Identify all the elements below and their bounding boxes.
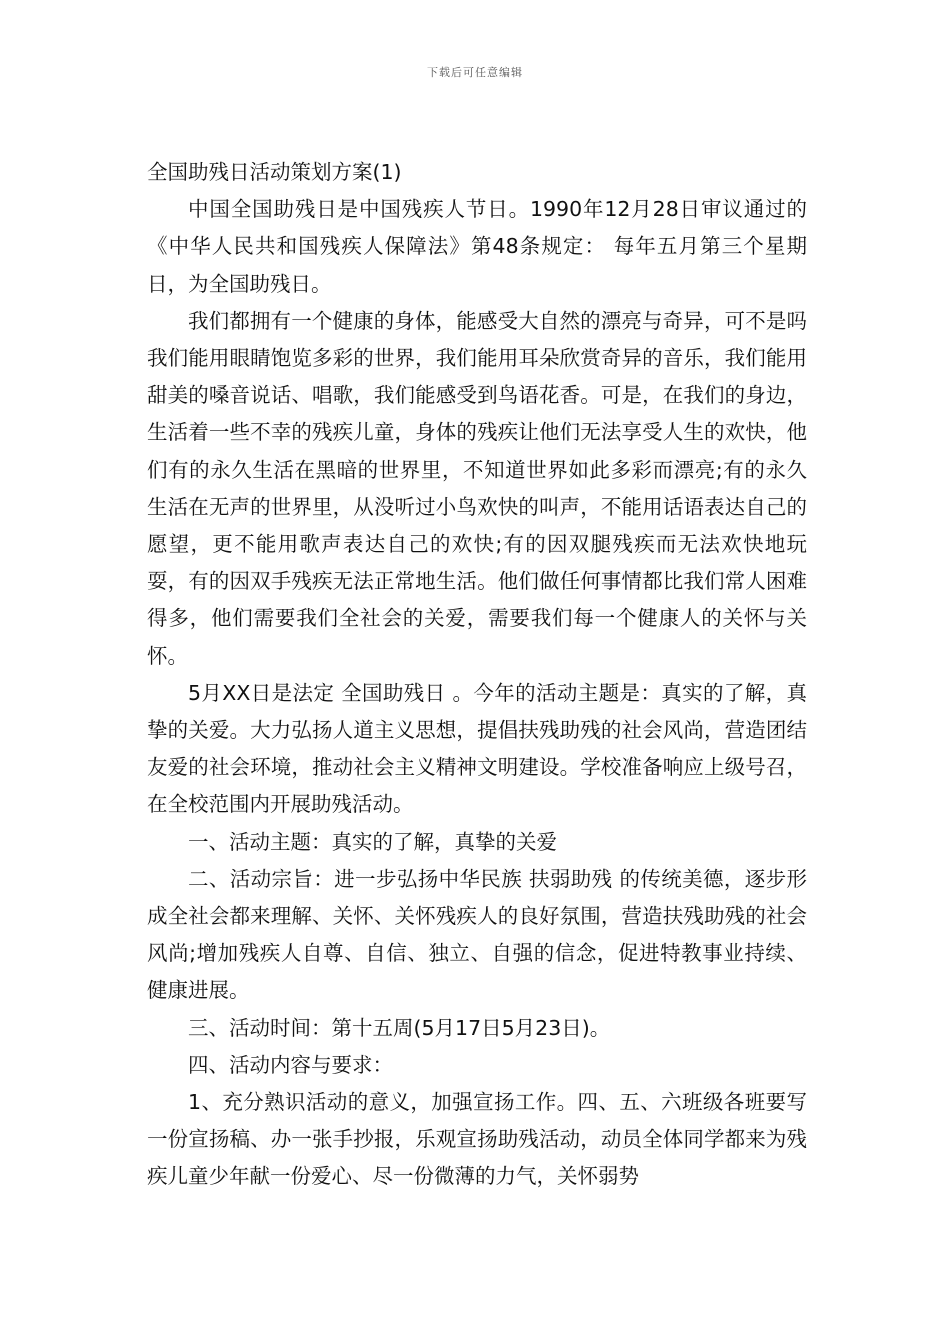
document-body — [147, 154, 807, 1196]
paragraph-intro: 中国全国助残日是中国残疾人节日。1990年12月28日审议通过的《中华人民共和国残疾人保障法》第48条规定： 每年五月第三个星期日，为全国助残日。 — [147, 197, 807, 296]
paragraph-background: 我们都拥有一个健康的身体，能感受大自然的漂亮与奇异，可不是吗我们能用眼睛饱览多彩的世界，我们能用耳朵欣赏奇异的音乐，我们能用甜美的嗓音说话、唱歌，我们能感受到鸟语花香。可是，在我们的身边，生活着一些不幸的残疾儿童，身体的残疾让他们无法享受人生的欢快，他们有的永久生活在黑暗的世界里，不知道世界如此多彩而漂亮;有的永久生活在无声的世界里，从没听过小鸟欢快的叫声，不能用话语表达自己的愿望，更不能用歌声表达自己的欢快;有的因双腿残疾而无法欢快地玩耍，有的因双手残疾无法正常地生活。他们做任何事情都比我们常人困难得多，他们需要我们全社会的关爱，需要我们每一个健康人的关怀与关怀。 — [147, 308, 807, 668]
list-item-1: 1、充分熟识活动的意义，加强宣扬工作。四、五、六班级各班要写一份宣扬稿、办一张手抄报，乐观宣扬助残活动，动员全体同学都来为残疾儿童少年献一份爱心、尽一份微薄的力气，关怀弱势 — [147, 1090, 807, 1189]
document-title: 全国助残日活动策划方案(1) — [147, 160, 402, 184]
paragraph-theme-intro: 5月XX日是法定 全国助残日 。今年的活动主题是：真实的了解，真挚的关爱。大力弘扬人道主义思想，提倡扶残助残的社会风尚，营造团结友爱的社会环境，推动社会主义精神文明建设。学校准备响应上级号召，在全校范围内开展助残活动。 — [147, 680, 807, 817]
section-activity-time: 三、活动时间：第十五周(5月17日5月23日)。 — [188, 1015, 611, 1040]
section-activity-theme: 一、活动主题：真实的了解，真挚的关爱 — [188, 829, 557, 854]
section-activity-content: 四、活动内容与要求： — [188, 1052, 393, 1077]
section-activity-purpose: 二、活动宗旨：进一步弘扬中华民族 扶弱助残 的传统美德，逐步形成全社会都来理解、关怀、关怀残疾人的良好氛围，营造扶残助残的社会风尚;增加残疾人自尊、自信、独立、自强的信念，促进特教事业持续、健康进展。 — [147, 866, 807, 1003]
page-header: 下载后可任意编辑 — [427, 66, 523, 79]
